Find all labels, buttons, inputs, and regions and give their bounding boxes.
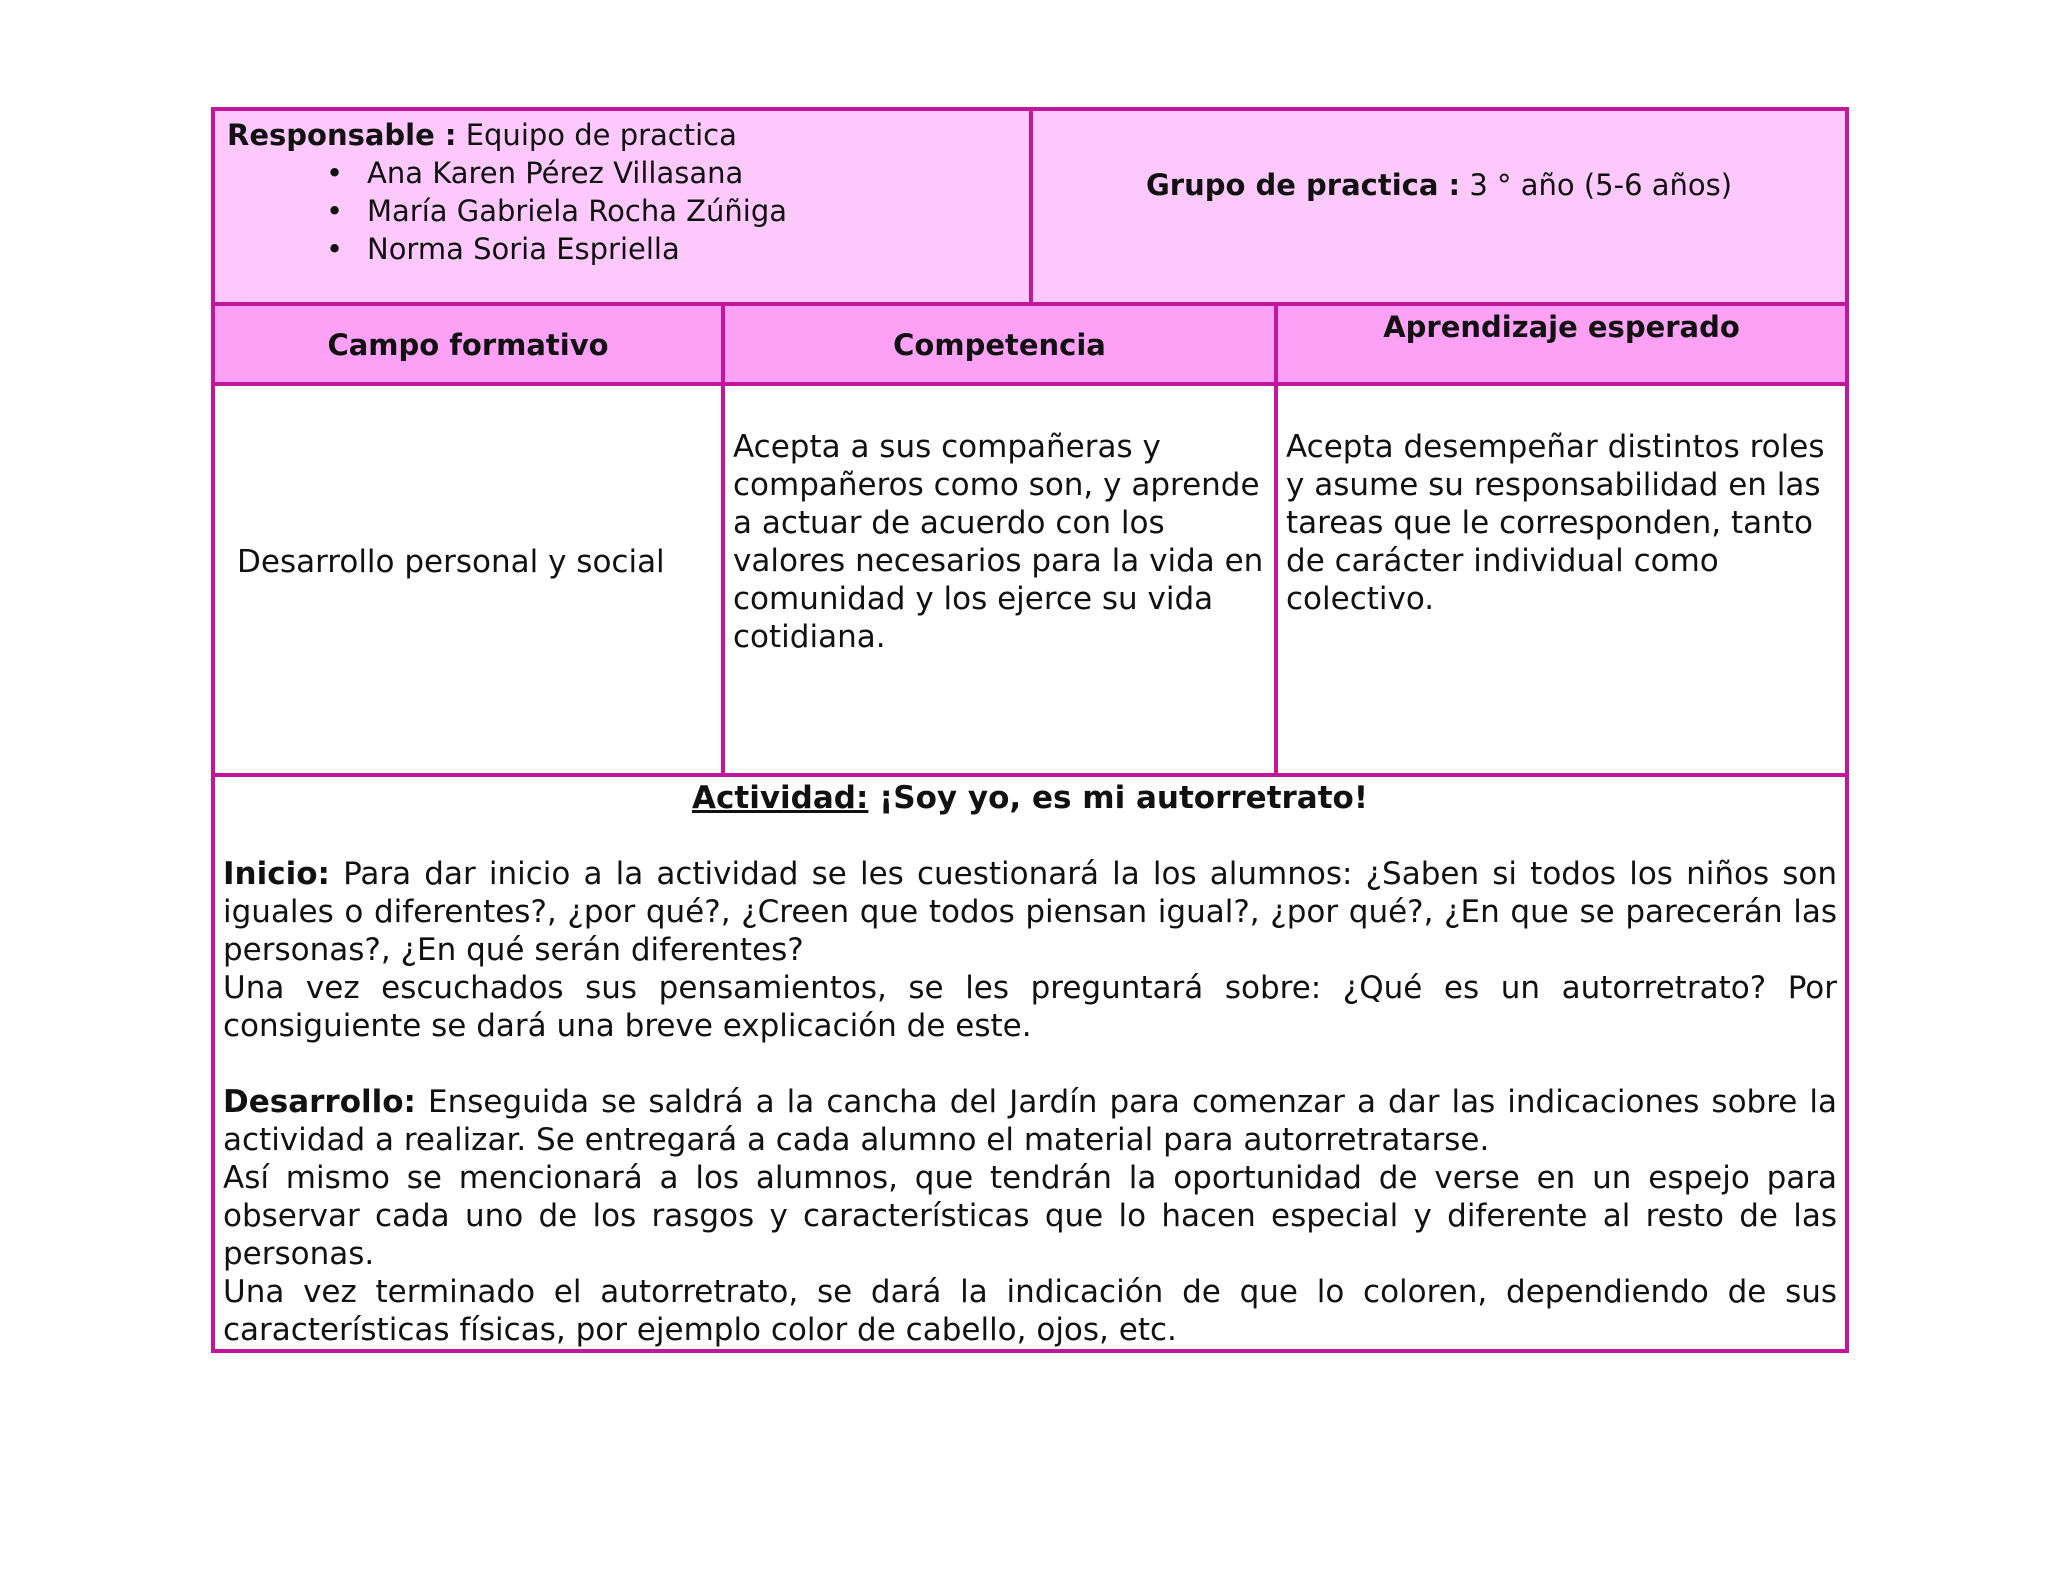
grupo-value: 3 ° año (5-6 años) xyxy=(1460,167,1733,202)
responsable-members xyxy=(227,154,1017,268)
campo-cell xyxy=(213,384,723,775)
actividad-title xyxy=(223,779,1837,817)
responsable-label: Responsable : xyxy=(227,118,457,152)
member-item: • Ana Karen Pérez Villasana xyxy=(227,154,1017,192)
actividad-label: Actividad: xyxy=(692,780,869,816)
grupo-label: Grupo de practica : xyxy=(1145,167,1461,202)
desarrollo-text: Enseguida se saldrá a la cancha del Jardín para comenzar a dar las indicaciones sobre la actividad a realizar. Se entregará a cada alumno el material para autorretratarse. xyxy=(223,1084,1838,1158)
header-campo: Campo formativo xyxy=(213,304,723,384)
desarrollo-paragraph xyxy=(223,1083,1837,1159)
campo-value: Desarrollo personal y social xyxy=(237,543,665,580)
competencia-cell: Acepta a sus compañeras y compañeros como son, y aprende a actuar de acuerdo con los valores necesarios para la vida en comunidad y los ejerce su vida cotidiana. xyxy=(723,384,1276,775)
grupo-cell xyxy=(1031,109,1847,304)
aprendizaje-cell: Acepta desempeñar distintos roles y asume su responsabilidad en las tareas que le corresponden, tanto de carácter individual como colectivo. xyxy=(1276,384,1847,775)
member-item: • Norma Soria Espriella xyxy=(227,230,1017,268)
header-competencia: Competencia xyxy=(723,304,1276,384)
desarrollo-paragraph-2: Así mismo se mencionará a los alumnos, que tendrán la oportunidad de verse en un espejo para observar cada uno de los rasgos y características que lo hacen especial y diferente al resto de las personas. xyxy=(223,1160,1838,1272)
actividad-cell xyxy=(213,775,1847,1351)
desarrollo-label: Desarrollo: xyxy=(223,1084,416,1120)
actividad-name: ¡Soy yo, es mi autorretrato! xyxy=(868,780,1368,816)
planning-table xyxy=(211,107,1849,1353)
responsable-line xyxy=(227,116,1017,154)
inicio-paragraph-2: Una vez escuchados sus pensamientos, se les preguntará sobre: ¿Qué es un autorretrato? Por consiguiente se dará una breve explicación de este. xyxy=(223,970,1838,1044)
inicio-paragraph xyxy=(223,855,1837,969)
header-aprendizaje: Aprendizaje esperado xyxy=(1276,304,1847,384)
inicio-label: Inicio: xyxy=(223,856,330,892)
member-item: • María Gabriela Rocha Zúñiga xyxy=(227,192,1017,230)
responsable-cell xyxy=(213,109,1031,304)
inicio-text: Para dar inicio a la actividad se les cuestionará la los alumnos: ¿Saben si todos los niños son iguales o diferentes?, ¿por qué?, ¿Creen que todos piensan igual?, ¿por qué?, ¿En que se parecerán las personas?, ¿En qué serán diferentes? xyxy=(223,856,1838,968)
desarrollo-paragraph-3: Una vez terminado el autorretrato, se dará la indicación de que lo coloren, dependiendo de sus características físicas, por ejemplo color de cabello, ojos, etc. xyxy=(223,1274,1838,1348)
responsable-value: Equipo de practica xyxy=(456,118,737,152)
